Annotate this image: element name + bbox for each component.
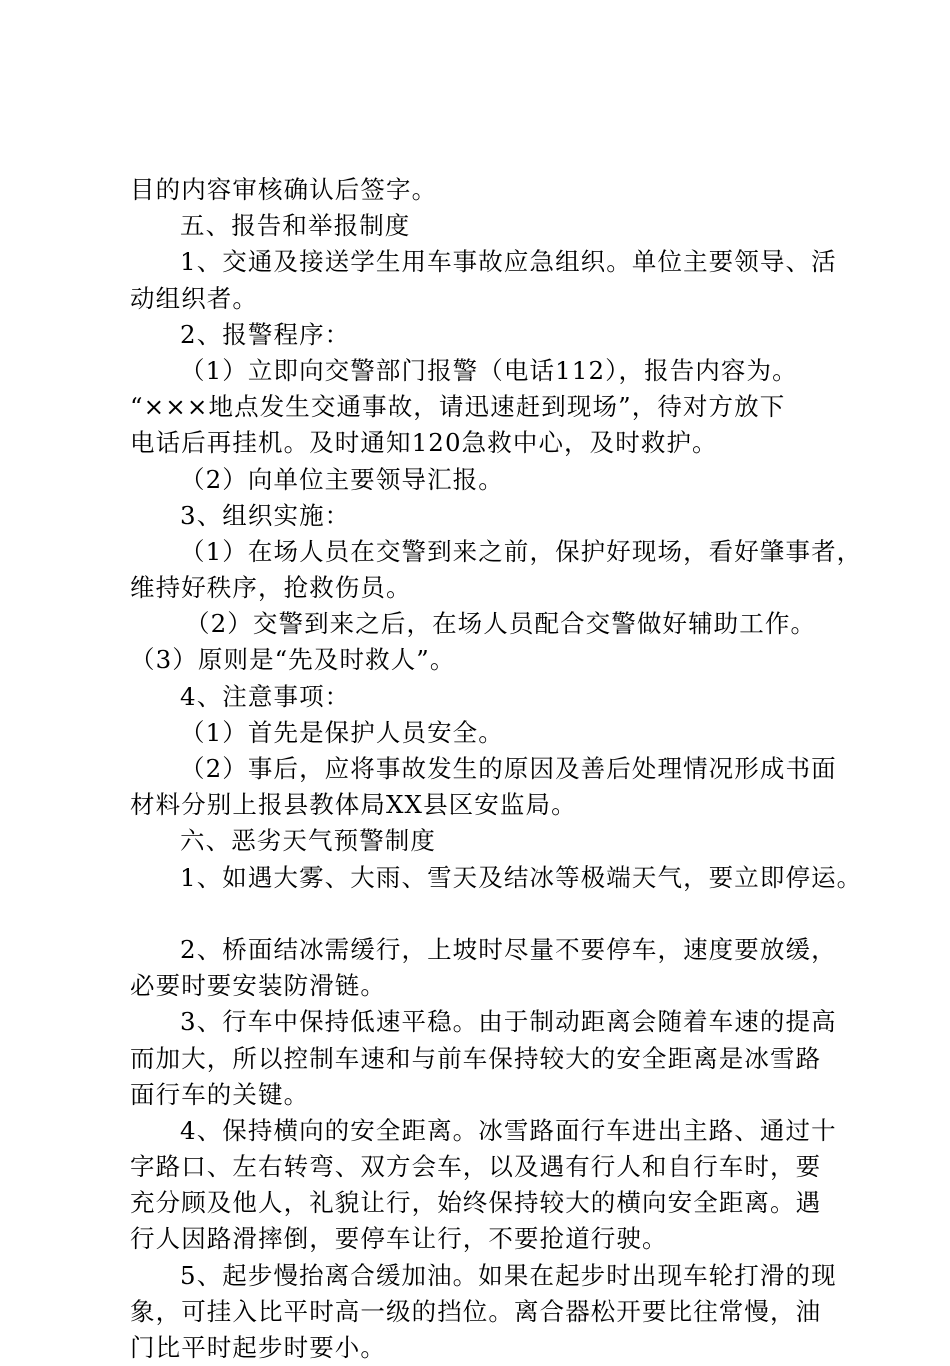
- text-line: 3、组织实施：: [180, 500, 351, 530]
- text-line: 动组织者。: [130, 283, 258, 313]
- text-line: 4、注意事项：: [180, 681, 351, 711]
- text-line: 1、交通及接送学生用车事故应急组织。单位主要领导、活: [180, 247, 837, 277]
- text-line: 必要时要安装防滑链。: [130, 971, 386, 1001]
- text-line: 五、报告和举报制度: [180, 211, 411, 241]
- text-line: 字路口、左右转弯、双方会车，以及遇有行人和自行车时，要: [130, 1152, 822, 1182]
- blank-line: [130, 896, 850, 932]
- text-line: “×××地点发生交通事故，请迅速赶到现场”，待对方放下: [130, 392, 786, 422]
- text-line: 象，可挂入比平时高一级的挡位。离合器松开要比往常慢，油: [130, 1296, 822, 1326]
- text-line: （3）原则是“先及时救人”。: [130, 645, 456, 675]
- text-line: （2）向单位主要领导汇报。: [180, 464, 504, 494]
- text-line: 4、保持横向的安全距离。冰雪路面行车进出主路、通过十: [180, 1115, 837, 1145]
- text-line: （1）在场人员在交警到来之前，保护好现场，看好肇事者，: [180, 536, 863, 566]
- text-line: 充分顾及他人，礼貌让行，始终保持较大的横向安全距离。遇: [130, 1188, 822, 1218]
- text-line: 1、如遇大雾、大雨、雪天及结冰等极端天气，要立即停运。: [180, 862, 863, 892]
- text-line: （2）事后，应将事故发生的原因及善后处理情况形成书面: [180, 754, 837, 783]
- text-line: （1）首先是保护人员安全。: [180, 717, 504, 747]
- text-line: 六、恶劣天气预警制度: [180, 826, 436, 856]
- text-line: 2、报警程序：: [180, 319, 351, 349]
- document-body: [130, 172, 863, 1366]
- text-line: 门比平时起步时要小。: [130, 1333, 386, 1362]
- text-line: 电话后再挂机。及时通知120急救中心，及时救护。: [130, 428, 718, 458]
- text-line: 面行车的关键。: [130, 1079, 310, 1109]
- text-line: 而加大，所以控制车速和与前车保持较大的安全距离是冰雪路: [130, 1043, 822, 1073]
- text-line: 3、行车中保持低速平稳。由于制动距离会随着车速的提高: [180, 1007, 837, 1037]
- text-line: （1）立即向交警部门报警（电话112），报告内容为。: [180, 355, 798, 385]
- text-line: 材料分别上报县教体局XX县区安监局。: [130, 790, 577, 820]
- text-line: 行人因路滑摔倒，要停车让行，不要抢道行驶。: [130, 1224, 668, 1254]
- text-line: 5、起步慢抬离合缓加油。如果在起步时出现车轮打滑的现: [180, 1260, 837, 1290]
- text-line: 目的内容审核确认后签字。: [130, 175, 438, 204]
- text-line: 2、桥面结冰需缓行，上坡时尽量不要停车，速度要放缓，: [180, 934, 837, 964]
- text-line: （2）交警到来之后，在场人员配合交警做好辅助工作。: [185, 609, 817, 639]
- text-line: 维持好秩序，抢救伤员。: [130, 573, 412, 603]
